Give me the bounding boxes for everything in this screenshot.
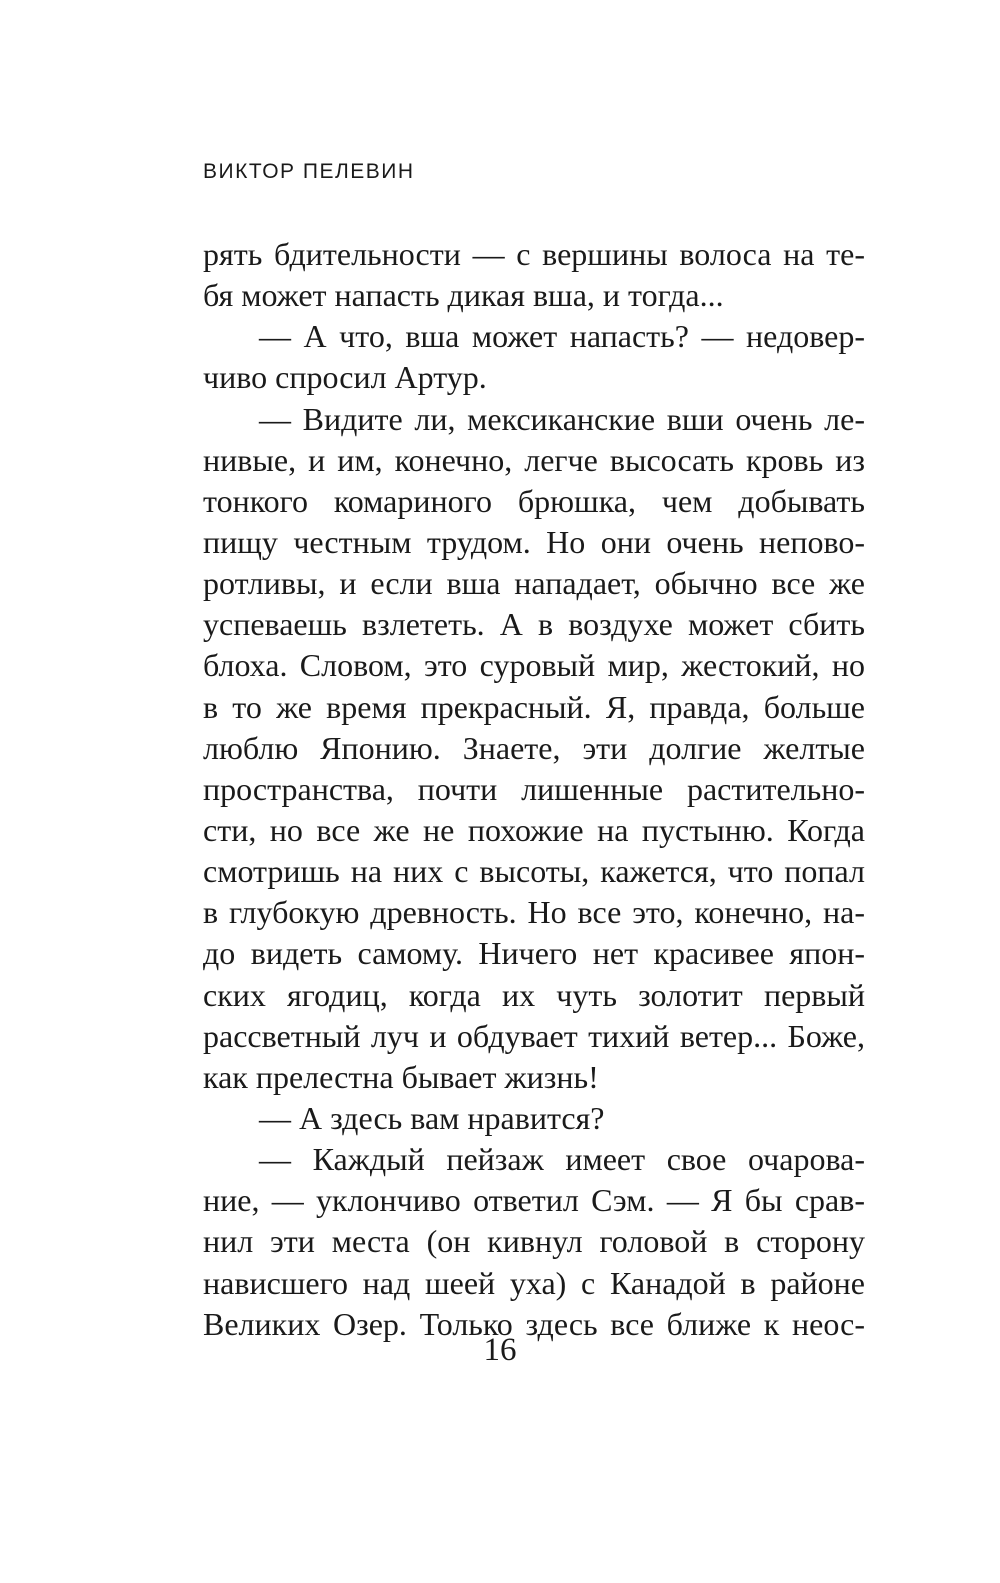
- text-line: как прелестна бывает жизнь!: [203, 1058, 599, 1095]
- text-line: пищу честным трудом. Но они очень непово-: [203, 523, 865, 560]
- text-line: рять бдительности — с вершины волоса на те-: [203, 236, 865, 272]
- text-line: в то же время прекрасный. Я, правда, больше: [203, 688, 865, 725]
- text-line: бя может напасть дикая вша, и тогда...: [203, 277, 724, 314]
- text-line: до видеть самому. Ничего нет красивее япон-: [203, 935, 865, 972]
- text-line: успеваешь взлететь. А в воздухе может сбить: [203, 606, 865, 643]
- text-line: пространства, почти лишенные растительно-: [203, 770, 865, 807]
- text-line: — А здесь вам нравится?: [259, 1099, 605, 1136]
- text-line: ние, — уклончиво ответил Сэм. — Я бы срав-: [203, 1182, 865, 1219]
- text-line: блоха. Словом, это суровый мир, жестокий, но: [203, 647, 865, 684]
- text-line: — Каждый пейзаж имеет свое очарова-: [259, 1141, 865, 1178]
- text-line: ских ягодиц, когда их чуть золотит первый: [203, 976, 865, 1013]
- text-line: нависшего над шеей уха) с Канадой в районе: [203, 1264, 865, 1301]
- running-header: ВИКТОР ПЕЛЕВИН: [203, 160, 415, 183]
- text-line: в глубокую древность. Но все это, конечно, на-: [203, 894, 865, 931]
- text-line: — Видите ли, мексиканские вши очень ле-: [259, 400, 865, 437]
- text-line: люблю Японию. Знаете, эти долгие желтые: [203, 729, 865, 766]
- body-text: [203, 234, 865, 1345]
- text-line: ротливы, и если вша нападает, обычно все же: [203, 565, 865, 602]
- text-line: сти, но все же не похожие на пустыню. Когда: [203, 811, 865, 848]
- text-line: Великих Озер. Только здесь все ближе к неос-: [203, 1305, 865, 1342]
- text-line: нил эти места (он кивнул головой в сторону: [203, 1223, 865, 1260]
- page-number: 16: [483, 1332, 517, 1368]
- text-line: тонкого комариного брюшка, чем добывать: [203, 482, 865, 519]
- text-line: нивые, и им, конечно, легче высосать кровь из: [203, 441, 865, 478]
- text-line: рассветный луч и обдувает тихий ветер... Боже,: [203, 1017, 865, 1054]
- text-line: чиво спросил Артур.: [203, 359, 487, 396]
- text-line: — А что, вша может напасть? — недовер-: [259, 318, 865, 355]
- text-line: смотришь на них с высоты, кажется, что попал: [203, 853, 865, 890]
